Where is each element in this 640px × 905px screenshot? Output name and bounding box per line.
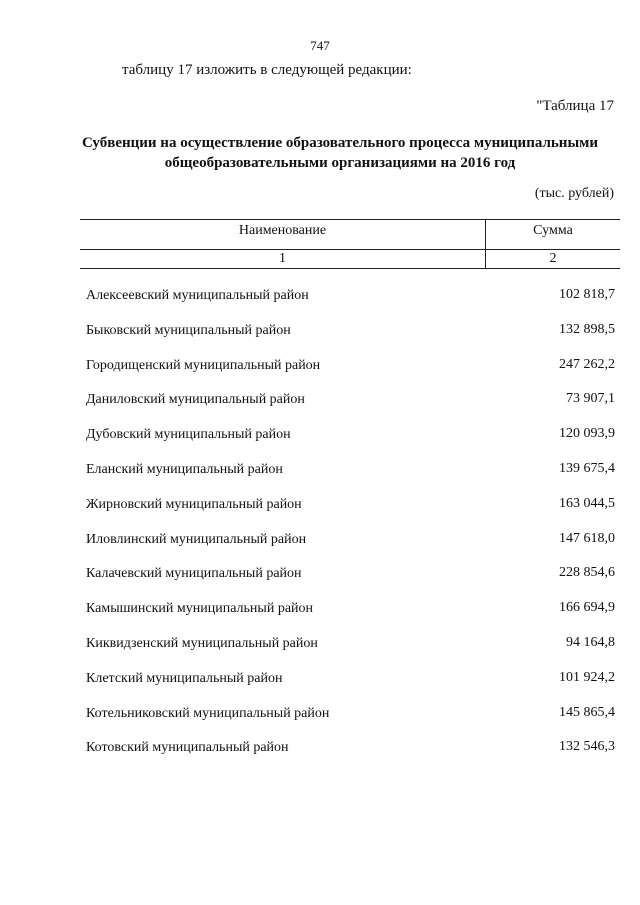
table-row <box>0 732 640 767</box>
district-amount: 132 898,5 <box>559 321 615 337</box>
table-row <box>0 350 640 385</box>
title-line-2: общеобразовательными организациями на 2016 год <box>164 155 516 171</box>
intro-text: таблицу 17 изложить в следующей редакции: <box>122 62 412 78</box>
district-amount: 166 694,9 <box>559 600 615 616</box>
district-name: Дубовский муниципальный район <box>86 427 291 443</box>
district-amount: 132 546,3 <box>559 739 615 755</box>
header-amount: Сумма <box>533 223 573 238</box>
district-name: Даниловский муниципальный район <box>86 392 305 408</box>
table-row <box>0 419 640 454</box>
district-amount: 120 093,9 <box>559 426 615 442</box>
table-row <box>0 663 640 698</box>
table-row <box>0 454 640 489</box>
district-name: Еланский муниципальный район <box>86 461 283 477</box>
table-row <box>0 524 640 559</box>
district-name: Жирновский муниципальный район <box>86 496 302 512</box>
district-name: Быковский муниципальный район <box>86 322 291 338</box>
district-amount: 247 262,2 <box>559 356 615 372</box>
document-title <box>60 133 620 173</box>
table-row <box>0 280 640 315</box>
page-number: 747 <box>310 38 330 53</box>
district-name: Клетский муниципальный район <box>86 670 283 686</box>
table-caption: "Таблица 17 <box>536 98 614 114</box>
district-amount: 145 865,4 <box>559 704 615 720</box>
table-row <box>0 384 640 419</box>
table-row <box>0 489 640 524</box>
district-amount: 228 854,6 <box>559 565 615 581</box>
district-name: Камышинский муниципальный район <box>86 601 314 617</box>
district-name: Котельниковский муниципальный район <box>86 705 330 721</box>
column-number-1: 1 <box>279 251 286 266</box>
district-amount: 94 164,8 <box>566 634 615 650</box>
table-row <box>0 628 640 663</box>
table-row <box>0 698 640 733</box>
district-amount: 73 907,1 <box>566 391 615 407</box>
table-row <box>0 315 640 350</box>
column-number-2: 2 <box>549 251 557 266</box>
district-amount: 101 924,2 <box>559 669 615 685</box>
table-top-rule <box>80 219 620 220</box>
header-name: Наименование <box>238 223 327 238</box>
district-name: Калачевский муниципальный район <box>86 566 302 582</box>
table-row <box>0 558 640 593</box>
district-amount: 163 044,5 <box>559 495 615 511</box>
title-line-1: Субвенции на осуществление образовательного процесса муниципальными <box>81 135 599 151</box>
district-name: Киквидзенский муниципальный район <box>86 635 318 651</box>
district-name: Городищенский муниципальный район <box>86 357 321 373</box>
district-name: Алексеевский муниципальный район <box>86 288 309 303</box>
table-row <box>0 593 640 628</box>
district-name: Иловлинский муниципальный район <box>86 531 307 547</box>
table-body <box>0 280 640 767</box>
district-name: Котовский муниципальный район <box>86 740 289 756</box>
district-amount: 139 675,4 <box>559 460 615 476</box>
units-label: (тыс. рублей) <box>534 186 614 201</box>
header-divider <box>80 249 620 250</box>
district-amount: 147 618,0 <box>559 530 615 546</box>
district-amount: 102 818,7 <box>559 287 615 302</box>
table-header-bottom-rule <box>80 268 620 269</box>
